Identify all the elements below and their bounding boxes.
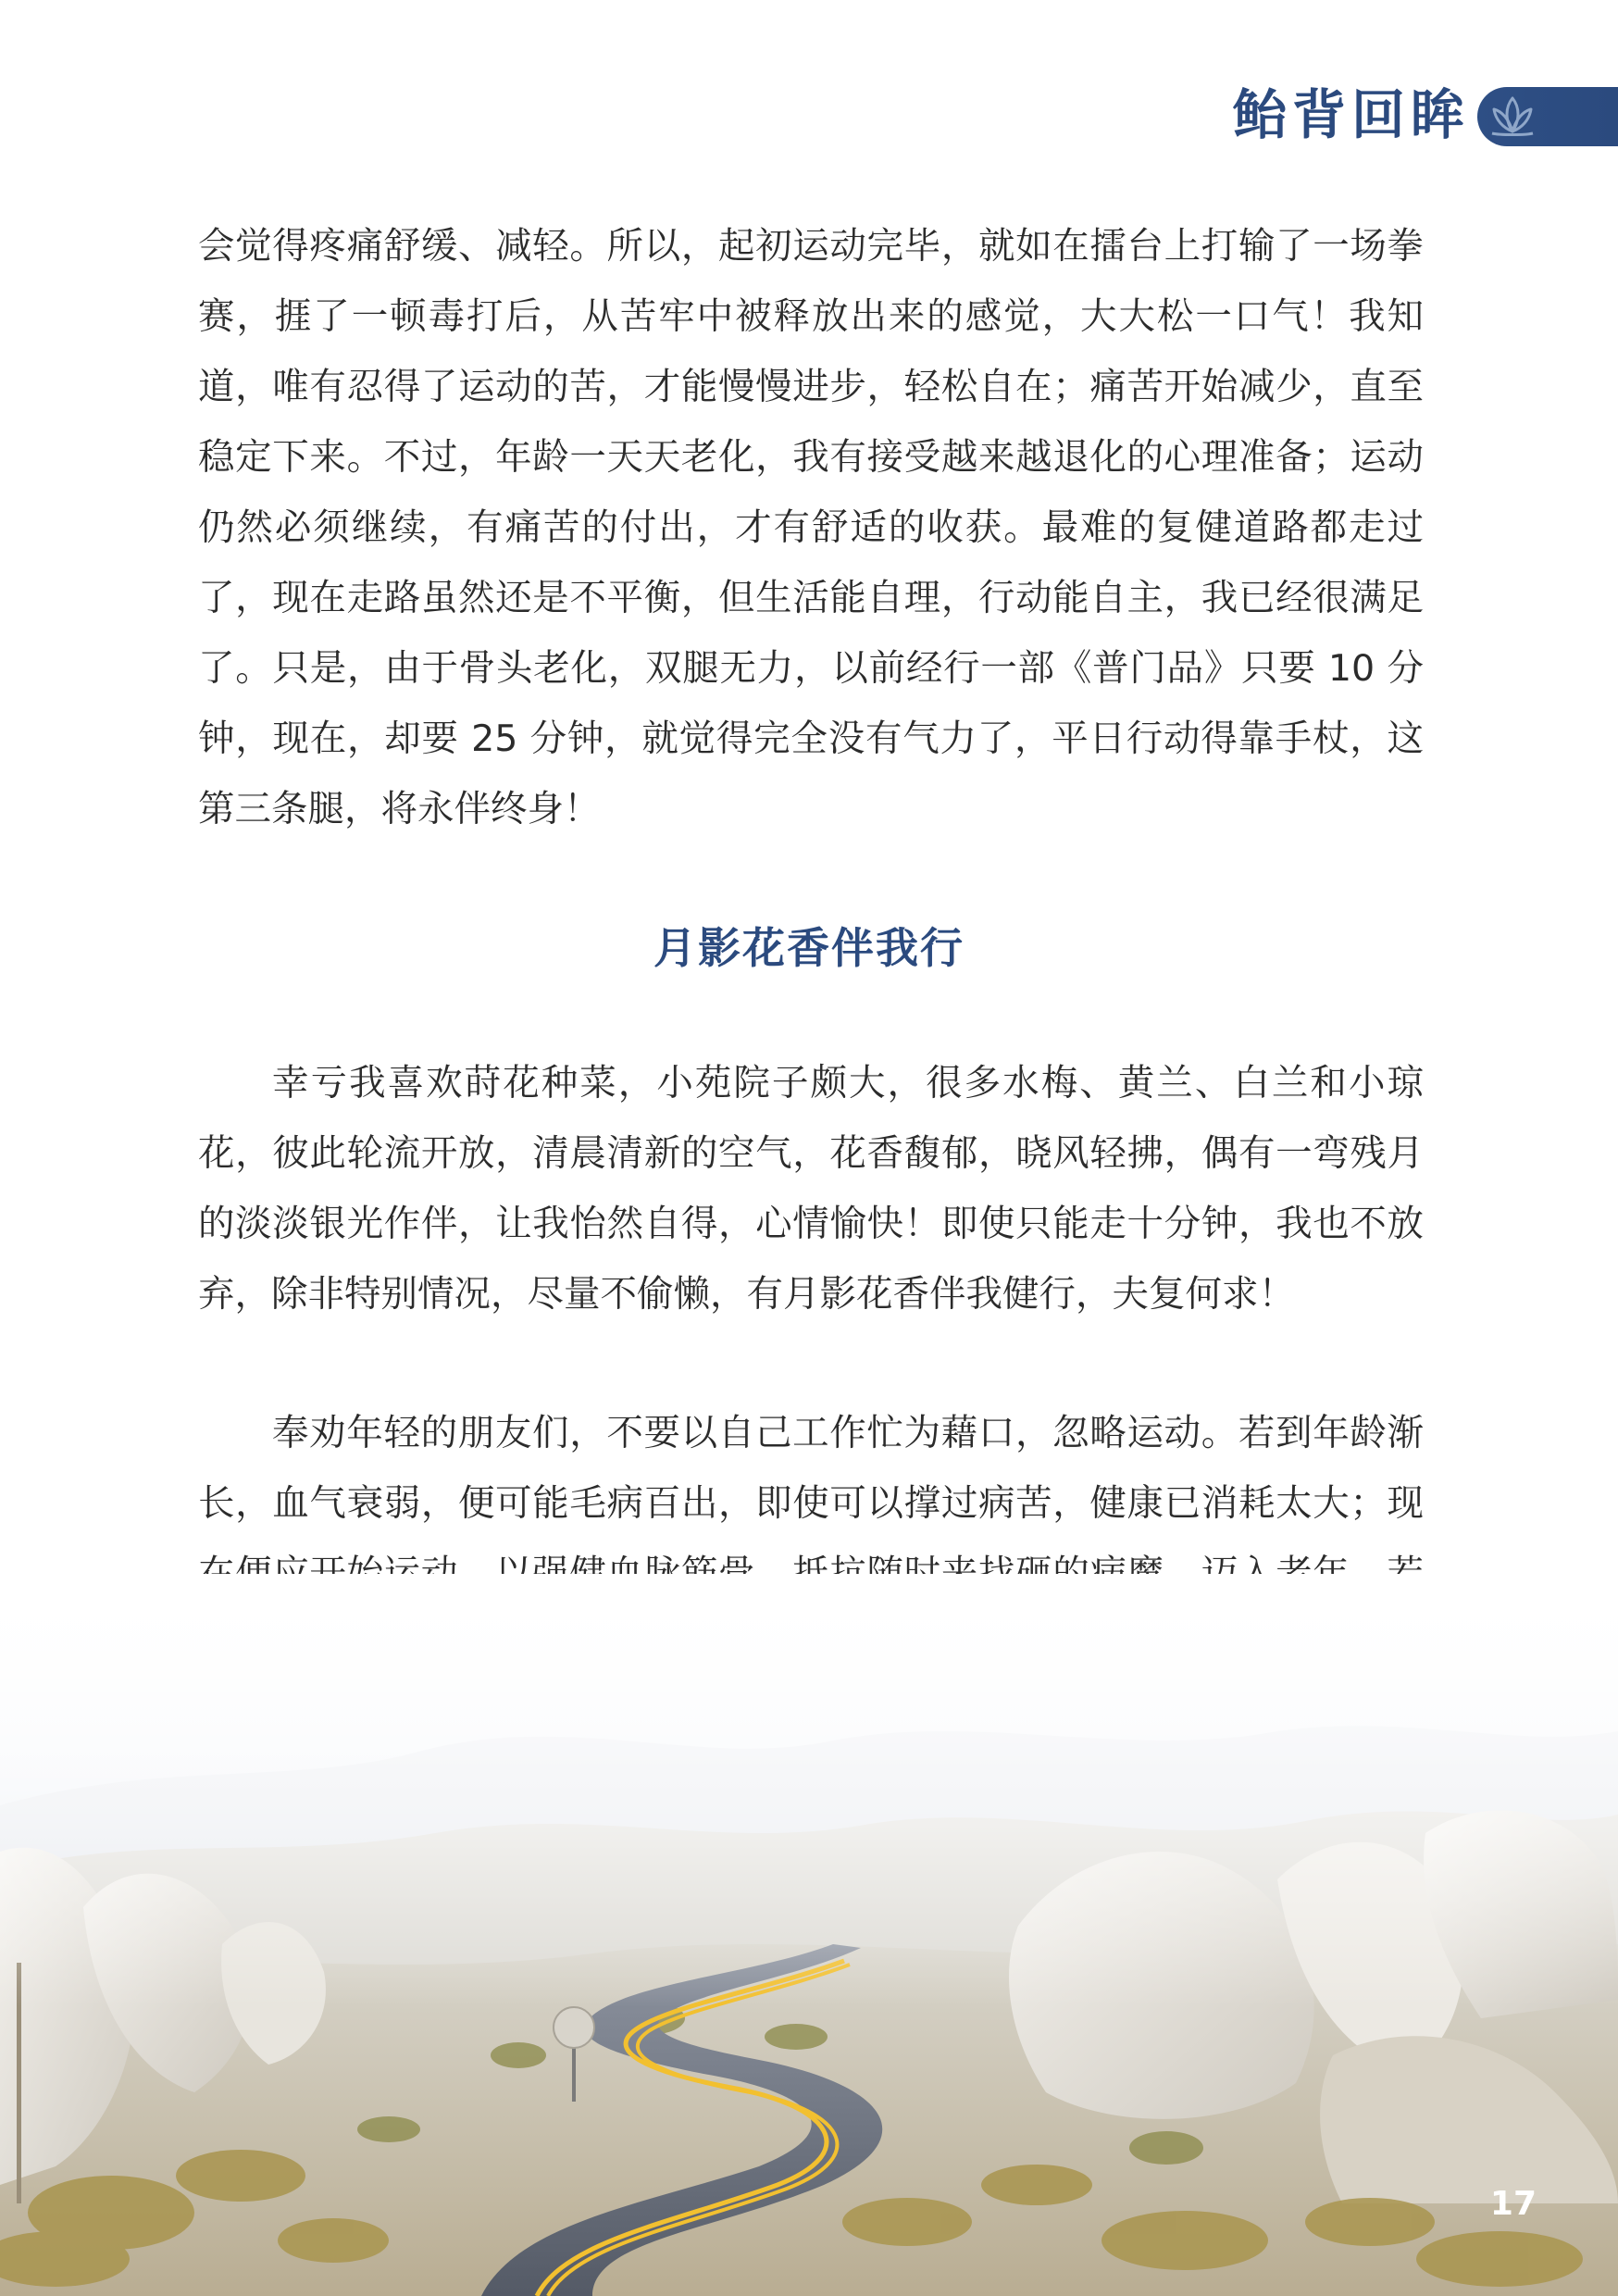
header-tab — [1477, 87, 1618, 146]
lotus-icon — [1487, 93, 1538, 141]
page-number: 17 — [1489, 2185, 1537, 2223]
body-paragraph-2: 幸亏我喜欢莳花种菜，小苑院子颇大，很多水梅、黄兰、白兰和小琼花，彼此轮流开放，清晨清新的空气，花香馥郁，晓风轻拂，偶有一弯残月的淡淡银光作伴，让我怡然自得，心情愉快！即使只能走十分钟，我也不放弃，除非特别情况，尽量不偷懒，有月影花香伴我健行，夫复何求！ — [198, 1062, 1424, 1316]
body-paragraph-1: 会觉得疼痛舒缓、减轻。所以，起初运动完毕，就如在擂台上打输了一场拳赛，捱了一顿毒打后，从苦牢中被释放出来的感觉，大大松一口气！我知道，唯有忍得了运动的苦，才能慢慢进步，轻松自在；痛苦开始减少，直至稳定下来。不过，年龄一天天老化，我有接受越来越退化的心理准备；运动仍然必须继续，有痛苦的付出，才有舒适的收获。最难的复健道路都走过了，现在走路虽然还是不平衡，但生活能自理，行动能自主，我已经很满足了。只是，由于骨头老化，双腿无力，以前经行一部《普门品》只要 10 分钟，现在，却要 25 分钟，就觉得完全没有气力了，平日行动得靠手杖，这第三条腿，将永伴终身！ — [198, 225, 1424, 830]
running-header-title: 鲐背回眸 — [1232, 83, 1470, 146]
landscape-illustration — [0, 1574, 1618, 2296]
body-paragraph-3: 奉劝年轻的朋友们，不要以自己工作忙为藉口，忽略运动。若到年龄渐长，血气衰弱，便可能毛病百出，即使可以撑过病苦，健康已消耗太大；现 — [198, 1412, 1424, 1525]
section-heading: 月影花香伴我行 — [653, 923, 965, 973]
